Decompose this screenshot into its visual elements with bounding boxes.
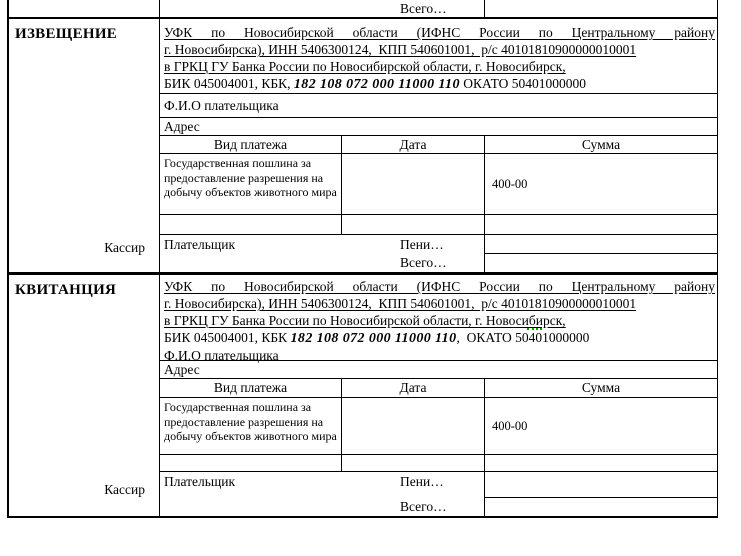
okato-suffix: , ОКАТО 50401000000 [456, 330, 590, 345]
payer-label: Плательщик [164, 474, 236, 489]
peni-sum-cell [485, 472, 717, 498]
kbk-code: 182 108 072 000 11000 110 [293, 77, 460, 92]
header-date: Дата [342, 379, 485, 397]
bank-line-recipient: УФК по Новосибирской области (ИФНС России по Центральному району [164, 25, 715, 40]
bank-line-inn-kpp: г. Новосибирска), ИНН 5406300124, КПП 540601001, р/с 40101810900000010001 [164, 42, 637, 57]
header-date: Дата [342, 136, 485, 153]
section-izveshchenie [9, 19, 717, 275]
address-row: Адрес [160, 361, 717, 379]
total-label: Всего… [400, 499, 447, 514]
payment-date-cell [342, 398, 485, 454]
peni-total-sum-cells [485, 472, 717, 516]
payer-label: Плательщик [164, 237, 236, 252]
address-row: Адрес [160, 118, 717, 136]
tail-row-label-cell [9, 0, 160, 17]
payment-row [160, 154, 717, 215]
bank-line-recipient: УФК по Новосибирской области (ИФНС России по Центральному району [164, 279, 715, 294]
header-sum: Сумма [581, 380, 621, 395]
header-sum: Сумма [581, 137, 621, 152]
empty-payment-row [160, 455, 717, 472]
okato-suffix: ОКАТО 50401000000 [459, 76, 587, 91]
bank-line-inn-kpp: г. Новосибирска), ИНН 5406300124, КПП 540601001, р/с 40101810900000010001 [164, 296, 637, 311]
empty-type-cell [160, 215, 342, 234]
bik-prefix: БИК 045004001, КБК, [164, 76, 294, 91]
total-label: Всего… [400, 255, 447, 270]
bank-line-bik-kbk [164, 75, 715, 93]
empty-sum-cell [485, 455, 717, 471]
payment-type-cell: Государственная пошлина за предоставление разрешения на добычу объектов животного мира [160, 398, 342, 454]
payment-form [7, 0, 718, 518]
cashier-label: Кассир [104, 240, 145, 255]
header-payment-type: Вид платежа [160, 136, 342, 153]
payment-date-cell [342, 154, 485, 214]
tail-total-label: Всего… [400, 1, 447, 16]
peni-label: Пени… [400, 474, 444, 489]
total-sum-cell [485, 498, 717, 516]
peni-sum-cell [485, 235, 717, 254]
bik-prefix: БИК 045004001, КБК [164, 330, 291, 345]
bank-details-cell [160, 275, 717, 361]
empty-payment-row [160, 215, 717, 235]
peni-total-sum-cells [485, 235, 717, 272]
previous-block-total-row [9, 0, 717, 19]
payment-table-header [160, 379, 717, 398]
bank-line-bank: в ГРКЦ ГУ Банка России по Новосибирской области, г. Новосибирск, [164, 59, 566, 74]
empty-date-cell [342, 215, 485, 234]
kvitanciya-label-column [9, 275, 160, 516]
kvitanciya-main-column [160, 275, 717, 516]
section-title: ИЗВЕЩЕНИЕ [15, 26, 118, 42]
payment-type-cell: Государственная пошлина за предоставление разрешения на добычу объектов животного мира [160, 154, 342, 214]
bank-details-cell [160, 19, 717, 94]
bank-line-bank: в ГРКЦ ГУ Банка России по Новосибирской области, г. Новосибирск, [164, 313, 566, 328]
payer-signature-block [160, 235, 717, 272]
payer-cell [160, 472, 485, 516]
header-payment-type: Вид платежа [160, 379, 342, 397]
izveshchenie-label-column [9, 19, 160, 272]
tail-row-sum-cell [485, 0, 717, 17]
spellcheck-squiggle [527, 328, 542, 330]
payment-row [160, 398, 717, 455]
payment-sum-cell: 400-00 [492, 176, 528, 191]
payer-fio-line: Ф.И.О плательщика [164, 348, 279, 363]
peni-label: Пени… [400, 237, 444, 252]
payment-table-header [160, 136, 717, 154]
payment-sum-cell: 400-00 [492, 418, 528, 433]
tail-row-total-cell [160, 0, 485, 17]
section-title: КВИТАНЦИЯ [15, 282, 117, 298]
payer-signature-block [160, 472, 717, 516]
kbk-code: 182 108 072 000 11000 110 [290, 331, 457, 346]
section-kvitanciya [9, 275, 717, 518]
empty-date-cell [342, 455, 485, 471]
empty-sum-cell [485, 215, 717, 234]
empty-type-cell [160, 455, 342, 471]
payer-fio-row: Ф.И.О плательщика [160, 94, 717, 118]
cashier-label: Кассир [104, 482, 145, 497]
bank-line-bik-kbk [164, 329, 715, 347]
total-sum-cell [485, 254, 717, 272]
izveshchenie-main-column [160, 19, 717, 272]
payer-cell [160, 235, 485, 272]
